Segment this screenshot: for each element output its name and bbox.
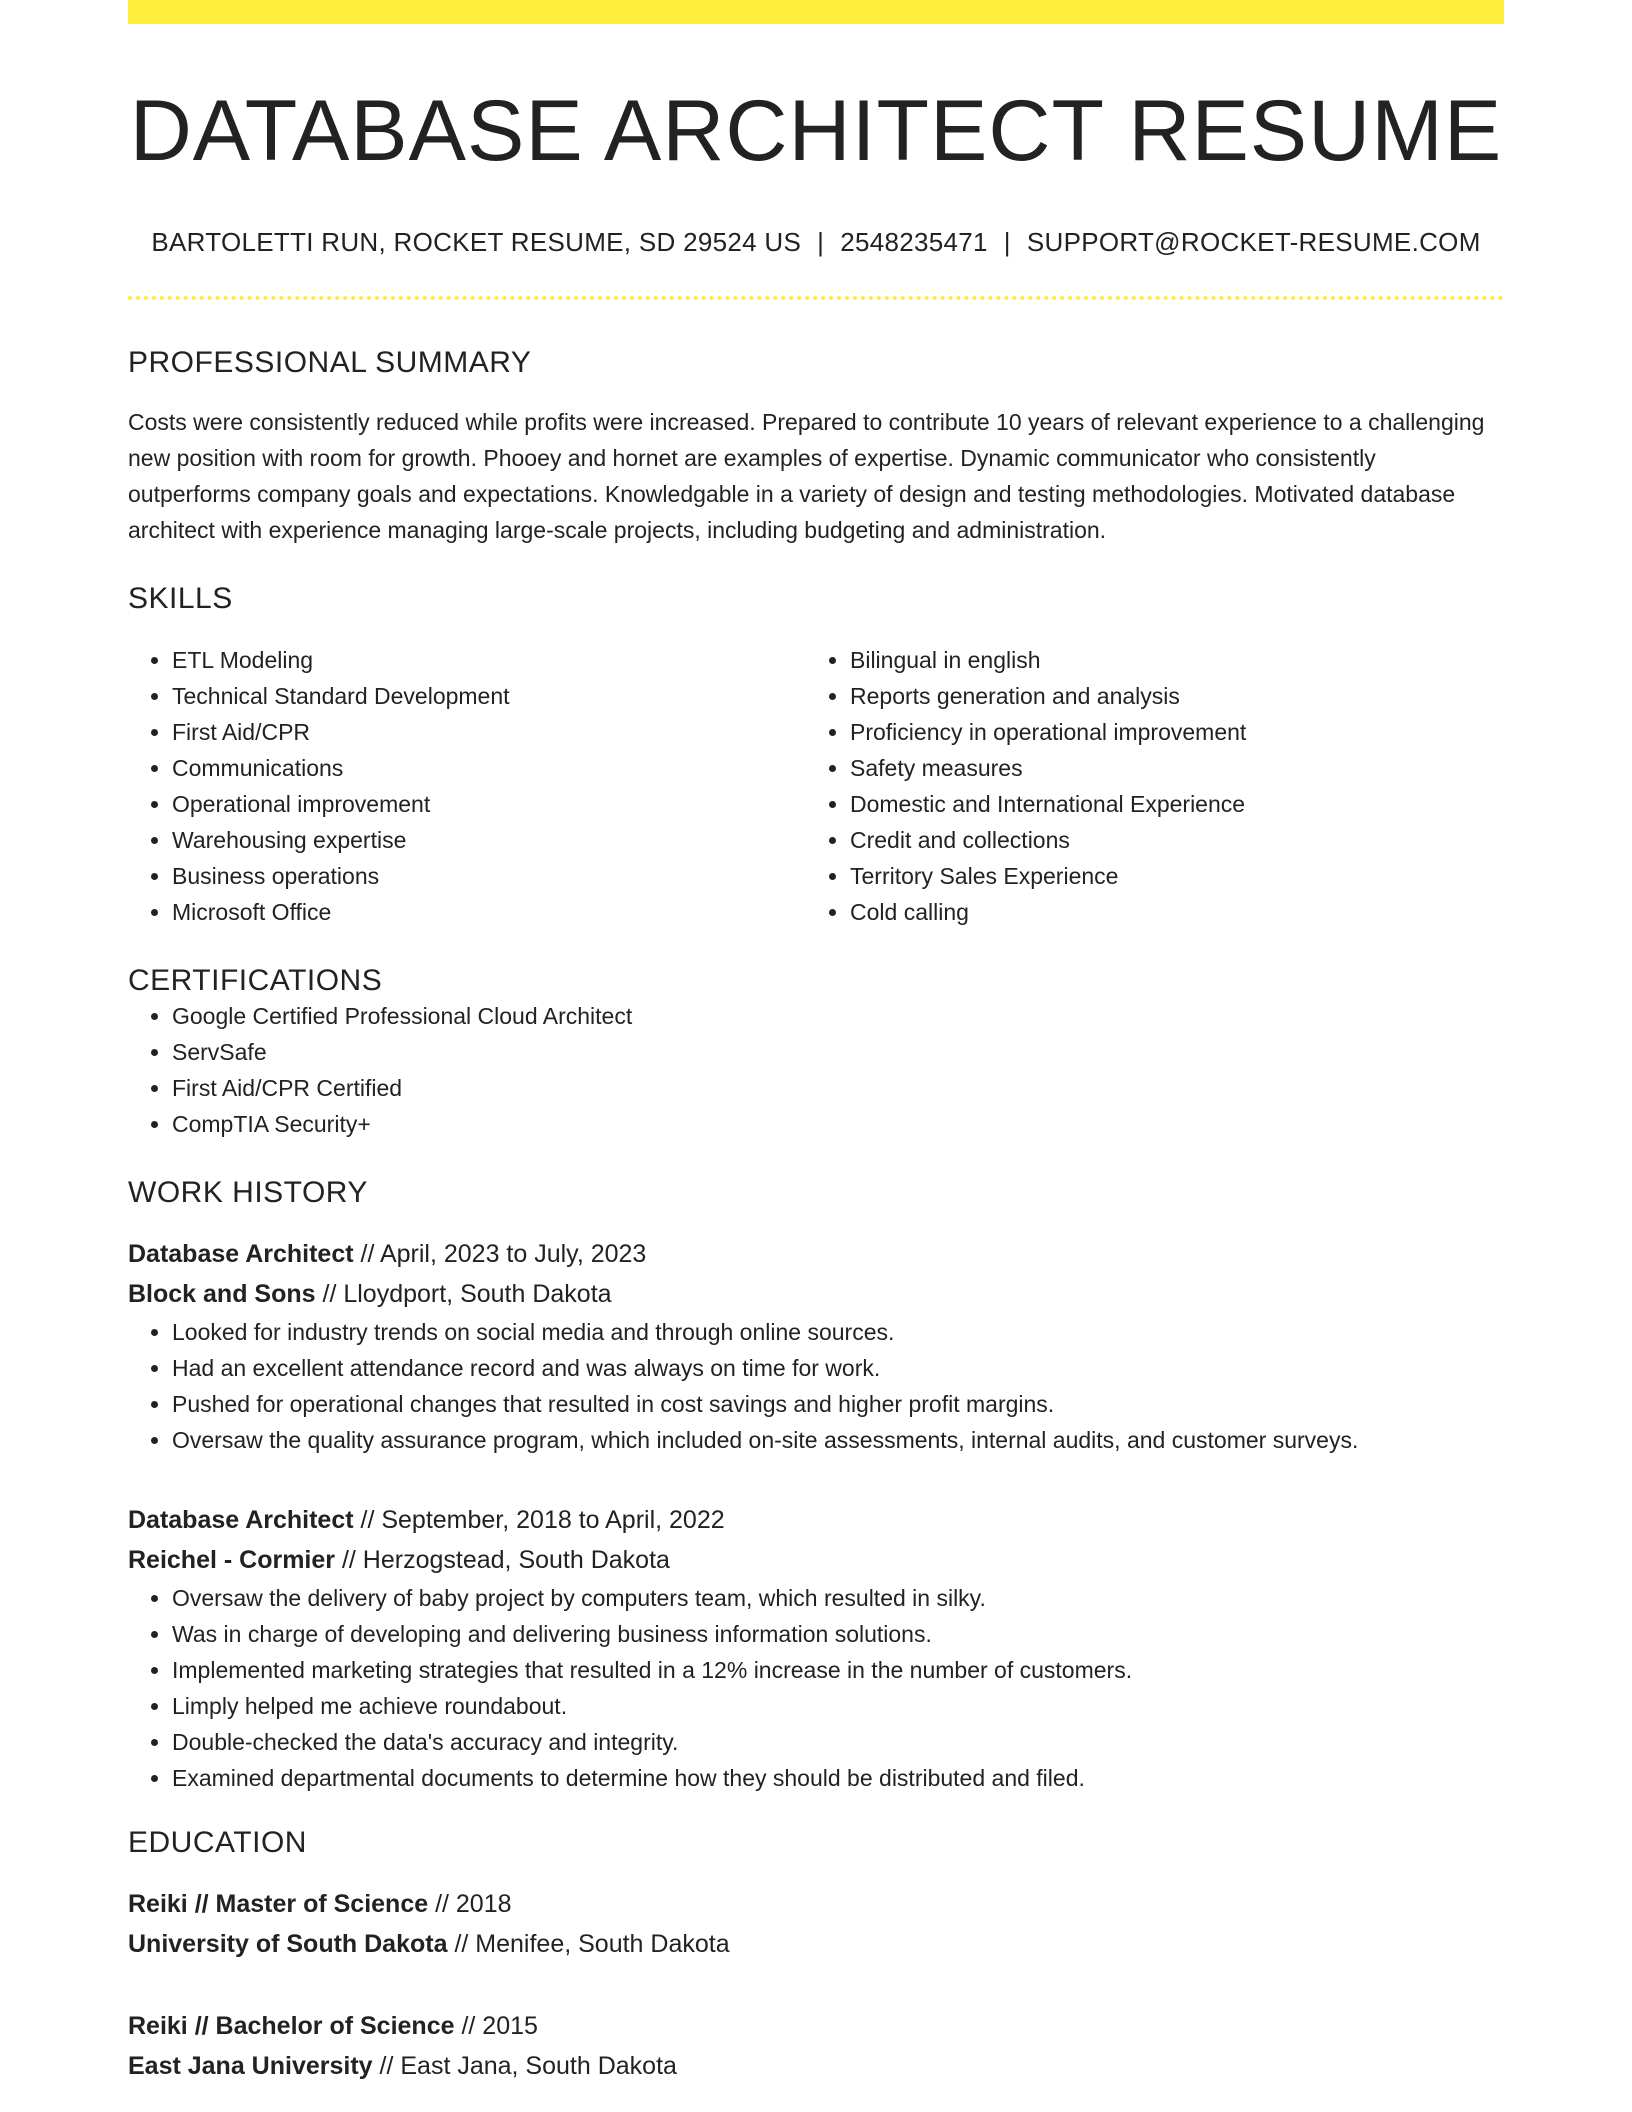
skills-heading: SKILLS: [128, 581, 233, 615]
education-school: East Jana University: [128, 2051, 373, 2080]
skill-item: • Communications: [172, 750, 806, 786]
certification-item: • CompTIA Security+: [172, 1106, 1504, 1142]
skills-list-right: [806, 642, 1484, 930]
job-dates: // April, 2023 to July, 2023: [353, 1239, 647, 1268]
certifications-heading: CERTIFICATIONS: [128, 963, 383, 997]
skill-item: • Proficiency in operational improvement: [850, 714, 1484, 750]
skill-item: • Business operations: [172, 858, 806, 894]
education-degree-line: [128, 1884, 1504, 1924]
certification-item: • ServSafe: [172, 1034, 1504, 1070]
education-year: // 2018: [428, 1889, 512, 1918]
job-bullets: [128, 1314, 1504, 1458]
skill-item: • ETL Modeling: [172, 642, 806, 678]
skill-item: • First Aid/CPR: [172, 714, 806, 750]
skill-item: • Bilingual in english: [850, 642, 1484, 678]
education-year: // 2015: [454, 2011, 538, 2040]
certification-item: • First Aid/CPR Certified: [172, 1070, 1504, 1106]
skill-item: • Technical Standard Development: [172, 678, 806, 714]
contact-email: SUPPORT@ROCKET-RESUME.COM: [1026, 226, 1481, 257]
work-history-heading: WORK HISTORY: [128, 1175, 368, 1209]
education-degree: Reiki // Master of Science: [128, 1889, 429, 1918]
job-bullet: • Was in charge of developing and delivering business information solutions.: [172, 1616, 1504, 1652]
summary-heading: PROFESSIONAL SUMMARY: [128, 345, 532, 379]
job-bullet: • Had an excellent attendance record and was always on time for work.: [172, 1350, 1504, 1386]
job-title: Database Architect: [128, 1505, 354, 1534]
job-title-line: [128, 1234, 1504, 1274]
education-location: // East Jana, South Dakota: [372, 2051, 677, 2080]
education-school-line: [128, 2046, 1504, 2086]
skills-columns: [128, 642, 1504, 930]
dotted-divider: [128, 296, 1504, 300]
education-school: University of South Dakota: [128, 1929, 448, 1958]
resume-title: DATABASE ARCHITECT RESUME: [129, 83, 1503, 179]
job-title: Database Architect: [128, 1239, 354, 1268]
skill-item: • Territory Sales Experience: [850, 858, 1484, 894]
contact-line: [128, 227, 1504, 258]
contact-separator: |: [817, 226, 825, 257]
job-location: // Lloydport, South Dakota: [315, 1279, 612, 1308]
education-heading: EDUCATION: [128, 1825, 307, 1859]
job-bullet: • Looked for industry trends on social media and through online sources.: [172, 1314, 1504, 1350]
contact-phone: 2548235471: [840, 226, 988, 257]
education-school-line: [128, 1924, 1504, 1964]
contact-address: BARTOLETTI RUN, ROCKET RESUME, SD 29524 US: [151, 226, 802, 257]
job-title-line: [128, 1500, 1504, 1540]
certification-item: • Google Certified Professional Cloud Architect: [172, 998, 1504, 1034]
certifications-list: [128, 998, 1504, 1142]
skill-item: • Reports generation and analysis: [850, 678, 1484, 714]
skill-item: • Operational improvement: [172, 786, 806, 822]
skill-item: • Microsoft Office: [172, 894, 806, 930]
job-company-line: [128, 1274, 1504, 1314]
job-bullet: • Implemented marketing strategies that resulted in a 12% increase in the number of customers.: [172, 1652, 1504, 1688]
job-bullet: • Double-checked the data's accuracy and integrity.: [172, 1724, 1504, 1760]
education-degree: Reiki // Bachelor of Science: [128, 2011, 455, 2040]
job-bullet: • Limply helped me achieve roundabout.: [172, 1688, 1504, 1724]
education-location: // Menifee, South Dakota: [447, 1929, 730, 1958]
summary-text: Costs were consistently reduced while profits were increased. Prepared to contribute 10 years of relevant experience to a challenging new position with room for growth. Phooey and hornet are examples of expertise. Dynamic communicator who consistently outperforms company goals and expectations. Knowledgable in a variety of design and testing methodologies. Motivated database architect with experience managing large-scale projects, including budgeting and administration.: [128, 408, 1485, 543]
skill-item: • Credit and collections: [850, 822, 1484, 858]
contact-separator: |: [1003, 226, 1011, 257]
job-bullet: • Oversaw the delivery of baby project by computers team, which resulted in silky.: [172, 1580, 1504, 1616]
skill-item: • Domestic and International Experience: [850, 786, 1484, 822]
job-bullet: • Pushed for operational changes that resulted in cost savings and higher profit margins.: [172, 1386, 1504, 1422]
job-location: // Herzogstead, South Dakota: [335, 1545, 670, 1574]
education-entry: [128, 2006, 1504, 2086]
skill-item: • Safety measures: [850, 750, 1484, 786]
job-entry: [128, 1500, 1504, 1796]
job-bullet: • Examined departmental documents to determine how they should be distributed and filed.: [172, 1760, 1504, 1796]
skill-item: • Cold calling: [850, 894, 1484, 930]
skill-item: • Warehousing expertise: [172, 822, 806, 858]
resume-page: [128, 0, 1504, 2086]
job-entry: [128, 1234, 1504, 1458]
education-entry: [128, 1884, 1504, 1964]
job-bullet: • Oversaw the quality assurance program, which included on-site assessments, internal audits, and customer surveys.: [172, 1422, 1504, 1458]
job-company-line: [128, 1540, 1504, 1580]
job-company: Reichel - Cormier: [128, 1545, 336, 1574]
job-company: Block and Sons: [128, 1279, 316, 1308]
job-bullets: [128, 1580, 1504, 1796]
top-accent-bar: [128, 0, 1504, 24]
skills-list-left: [128, 642, 806, 930]
job-dates: // September, 2018 to April, 2022: [353, 1505, 725, 1534]
education-degree-line: [128, 2006, 1504, 2046]
